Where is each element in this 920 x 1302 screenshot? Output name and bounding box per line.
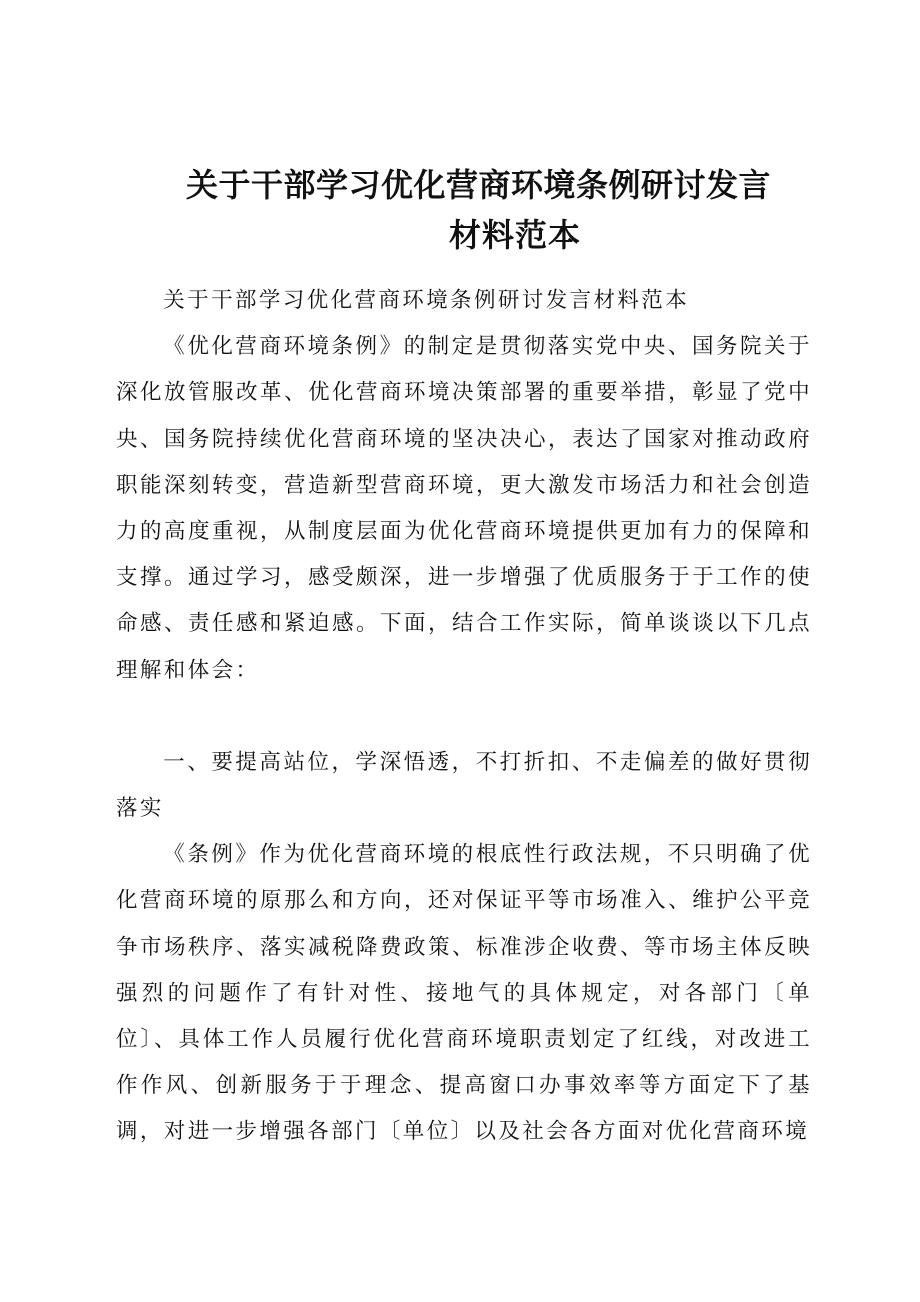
section-1-paragraph: 《条例》作为优化营商环境的根底性行政法规，不只明确了优化营商环境的原那么和方向，还对保证平等市场准入、维护公平竞争市场秩序、落实减税降费政策、标准涉企收费、等市场主体反映强烈的问题作了有针对性、接地气的具体规定，对各部门〔单位〕、具体工作人员履行优化营商环境职责划定了红线，对改进工作作风、创新服务于于理念、提高窗口办事效率等方面定下了基调，对进一步增强各部门〔单位〕以及社会各方面对优化营商环境 [116,842,812,1145]
title-line-2: 材料范本 [448,216,581,254]
intro-paragraph: 《优化营商环境条例》的制定是贯彻落实党中央、国务院关于深化放管服改革、优化营商环境决策部署的重要举措，彰显了党中央、国务院持续优化营商环境的坚决决心，表达了国家对推动政府职能深刻转变，营造新型营商环境，更大激发市场活力和社会创造力的高度重视，从制度层面为优化营商环境提供更加有力的保障和支撑。通过学习，感受颇深，进一步增强了优质服务于于工作的使命感、责任感和紧迫感。下面，结合工作实际，简单谈谈以下几点理解和体会： [116,334,812,683]
document-body [116,278,812,1156]
section-heading-1: 一、要提高站位，学深悟透，不打折扣、不走偏差的做好贯彻落实 [116,749,812,822]
document-title [110,160,880,260]
title-line-1: 关于干部学习优化营商环境条例研讨发言 [186,166,772,204]
subtitle-paragraph: 关于干部学习优化营商环境条例研讨发言材料范本 [163,288,690,313]
